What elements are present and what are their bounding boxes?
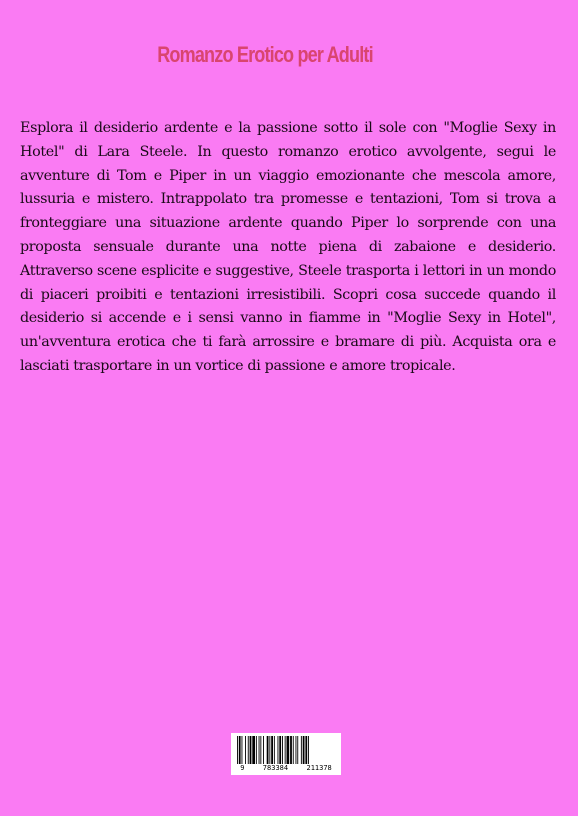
barcode-bar (267, 736, 269, 764)
barcode-bar (260, 736, 261, 764)
barcode-digit-group-2: 211378 (306, 764, 332, 772)
barcode-bar (274, 736, 275, 764)
cover-subtitle: Romanzo Erotico per Adulti (157, 42, 373, 67)
barcode-bar (290, 736, 292, 764)
barcode-digits (231, 764, 341, 772)
barcode-bar (296, 736, 297, 764)
barcode-bar (248, 736, 249, 764)
barcode-bar (303, 736, 305, 764)
book-description: Esplora il desiderio ardente e la passione sotto il sole con "Moglie Sexy in Hotel" di Lara Steele. In questo romanzo erotico avvolgente, segui le avventure di Tom e Piper in un viaggio emozionante che mescola amore, lussuria e mistero. Intrappolato tra promesse e tentazioni, Tom si trova a fronteggiare una situazione ardente quando Piper lo sorprende con una proposta sensuale durante una notte piena di zabaione e desiderio. Attraverso scene esplicite e suggestive, Steele trasporta i lettori in un mondo di piaceri proibiti e tentazioni irresistibili. Scopri cosa succede quando il desiderio si accende e i sensi vanno in fiamme in "Moglie Sexy in Hotel", un'avventura erotica che ti farà arrossire e bramare di più. Acquista ora e lasciati trasportare in un vortice di passione e amore tropicale. (20, 120, 556, 374)
isbn-barcode (231, 733, 341, 775)
barcode-bar (269, 736, 270, 764)
barcode-bar (279, 736, 281, 764)
barcode-bar (287, 736, 290, 764)
barcode-bar (250, 736, 252, 764)
barcode-bar (245, 736, 246, 764)
barcode-digit-group-1: 783384 (262, 764, 289, 772)
barcode-bar (308, 736, 309, 764)
barcode-bar (263, 736, 264, 764)
barcode-bar (271, 736, 273, 764)
barcode-bar (259, 736, 260, 764)
barcode-bar (293, 736, 294, 764)
barcode-bar (256, 736, 257, 764)
barcode-bar (242, 736, 243, 764)
barcode-bar (285, 736, 286, 764)
barcode-bar (252, 736, 255, 764)
barcode-bar (278, 736, 279, 764)
barcode-digit-lead: 9 (240, 764, 245, 772)
barcode-bar (237, 736, 238, 764)
barcode-bar (305, 736, 307, 764)
barcode-bar (297, 736, 298, 764)
barcode-bar (239, 736, 241, 764)
barcode-bar (282, 736, 283, 764)
barcode-bar (301, 736, 302, 764)
